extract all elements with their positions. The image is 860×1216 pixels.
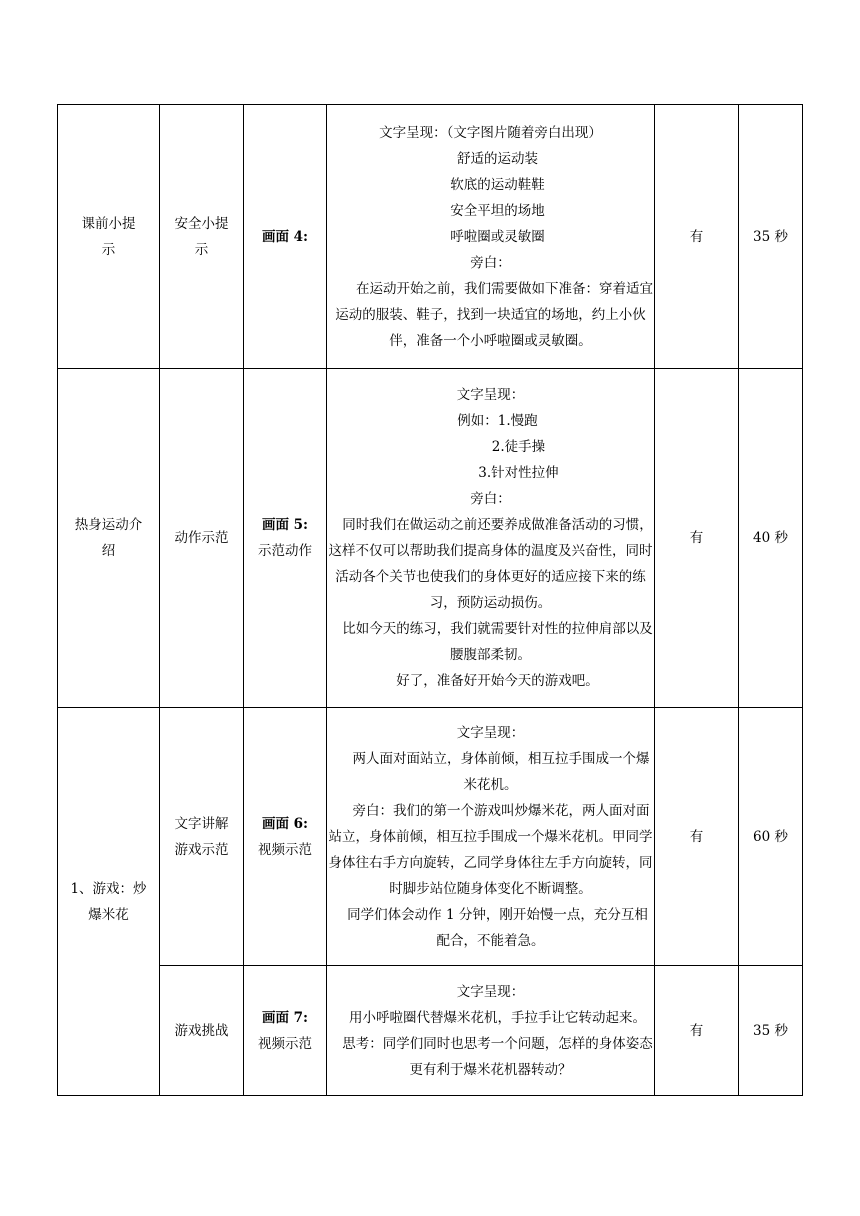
content-line: 2.徒手操 <box>491 439 546 455</box>
has-value: 有 <box>689 228 704 245</box>
subsection-cell <box>160 708 244 966</box>
frame-title: 画面 6: <box>261 815 309 832</box>
frame-subtitle: 视频示范 <box>258 841 312 858</box>
has-cell <box>655 369 739 708</box>
subsection-label: 文字讲解游戏示范 <box>174 815 229 858</box>
frame-cell <box>244 369 327 708</box>
subsection-label: 游戏挑战 <box>174 1022 229 1039</box>
frame-subtitle: 示范动作 <box>258 543 312 559</box>
section-label: 1、游戏：炒爆米花 <box>70 880 147 923</box>
content-line: 3.针对性拉伸 <box>478 465 559 481</box>
table-row <box>58 708 803 966</box>
frame-subtitle: 视频示范 <box>258 1035 312 1052</box>
table-row <box>58 966 803 1096</box>
duration-cell <box>739 966 803 1096</box>
content-cell <box>327 105 655 369</box>
content-line: 旁白： <box>470 491 511 507</box>
section-cell <box>58 105 160 369</box>
content-line: 同学们体会动作 1 分钟，刚开始慢一点，充分互相配合，不能着急。 <box>347 906 648 949</box>
content-line: 旁白：我们的第一个游戏叫炒爆米花，两人面对面站立，身体前倾，相互拉手围成一个爆米花机。甲同学身体往右手方向旋转，乙同学身体往左手方向旋转，同时脚步站位随身体变化不断调整。 <box>328 802 653 897</box>
content-line: 用小呼啦圈代替爆米花机，手拉手让它转动起来。 <box>349 1009 646 1026</box>
has-cell <box>655 966 739 1096</box>
content-line: 文字呈现： <box>456 983 525 1000</box>
section-label: 课前小提示 <box>81 215 136 258</box>
frame-title: 画面 7: <box>261 1009 309 1026</box>
content-line: 好了，准备好开始今天的游戏吧。 <box>396 673 599 689</box>
subsection-cell <box>160 966 244 1096</box>
content-line: 比如今天的练习，我们就需要针对性的拉伸肩部以及腰腹部柔韧。 <box>342 621 653 663</box>
content-line: 旁白： <box>470 254 511 271</box>
duration-cell <box>739 105 803 369</box>
has-value: 有 <box>689 1022 704 1039</box>
duration-value: 60 秒 <box>753 828 788 845</box>
frame-cell <box>244 105 327 369</box>
content-cell <box>327 708 655 966</box>
content-line: 同时我们在做运动之前还要养成做准备活动的习惯，这样不仅可以帮助我们提高身体的温度及兴奋性，同时活动各个关节也使我们的身体更好的适应接下来的练习，预防运动损伤。 <box>328 517 653 611</box>
subsection-label: 动作示范 <box>174 530 229 546</box>
content-line: 在运动开始之前，我们需要做如下准备：穿着适宜运动的服装、鞋子，找到一块适宜的场地，约上小伙伴，准备一个小呼啦圈或灵敏圈。 <box>335 280 653 349</box>
has-value: 有 <box>689 828 704 845</box>
duration-value: 35 秒 <box>753 228 788 245</box>
script-table <box>57 104 803 1096</box>
content-line: 文字呈现： <box>456 724 525 741</box>
section-label: 热身运动介绍 <box>74 517 143 559</box>
content-cell <box>327 369 655 708</box>
frame-cell <box>244 966 327 1096</box>
duration-cell <box>739 708 803 966</box>
content-line: 两人面对面站立，身体前倾，相互拉手围成一个爆米花机。 <box>352 750 650 793</box>
content-line: 文字呈现：（文字图片随着旁白出现） <box>379 124 602 141</box>
subsection-cell <box>160 369 244 708</box>
table-row <box>58 369 803 708</box>
has-cell <box>655 708 739 966</box>
content-line: 软底的运动鞋鞋 <box>450 176 545 193</box>
subsection-label: 安全小提示 <box>174 215 229 258</box>
duration-cell <box>739 369 803 708</box>
content-cell <box>327 966 655 1096</box>
table-row <box>58 105 803 369</box>
section-cell <box>58 708 160 1096</box>
frame-title: 画面 4: <box>261 228 309 245</box>
frame-title: 画面 5: <box>261 517 309 533</box>
frame-cell <box>244 708 327 966</box>
content-line: 呼啦圈或灵敏圈 <box>450 228 545 245</box>
content-line: 例如：1.慢跑 <box>457 413 538 429</box>
content-line: 思考：同学们同时也思考一个问题，怎样的身体姿态更有利于爆米花机器转动？ <box>342 1035 653 1078</box>
has-cell <box>655 105 739 369</box>
has-value: 有 <box>689 530 704 546</box>
section-cell <box>58 369 160 708</box>
duration-value: 40 秒 <box>753 530 788 546</box>
content-line: 文字呈现： <box>456 387 525 403</box>
duration-value: 35 秒 <box>753 1022 788 1039</box>
content-line: 舒适的运动装 <box>457 150 538 167</box>
content-line: 安全平坦的场地 <box>450 202 545 219</box>
subsection-cell <box>160 105 244 369</box>
